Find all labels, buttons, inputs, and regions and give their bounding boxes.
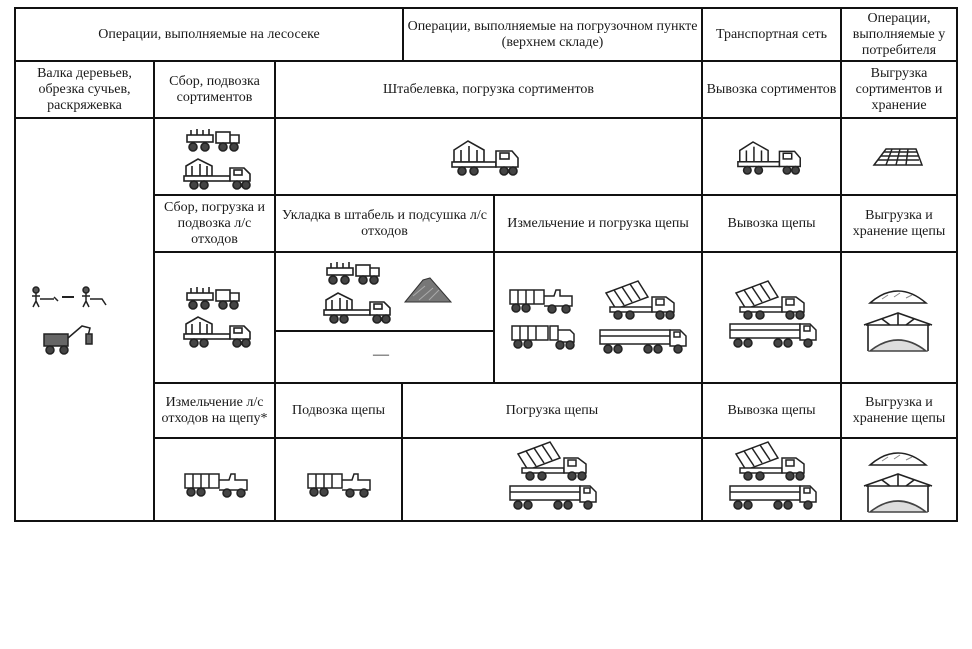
forwarder-icon xyxy=(324,260,382,286)
label-unload-chips: Выгрузка и хранение щепы xyxy=(842,196,956,251)
label-collect-residues: Сбор, погрузка и подвозка л/с отходов xyxy=(155,196,274,251)
label-collect-assortments: Сбор, подвозка сортиментов xyxy=(155,62,274,117)
harvester-icon xyxy=(28,285,108,309)
timber-truck-icon xyxy=(736,138,804,178)
label-haul-assortments: Вывозка сортиментов xyxy=(703,62,840,117)
timber-truck-icon xyxy=(182,156,254,192)
header-transport: Транспортная сеть xyxy=(703,9,840,60)
label-unload-chips-2: Выгрузка и хранение щепы xyxy=(842,384,956,437)
timber-truck-icon xyxy=(510,322,578,350)
storage-shed-icon xyxy=(862,472,934,514)
label-deliver-chips: Подвозка щепы xyxy=(276,384,401,437)
label-stack-residues: Укладка в штабель и подсушка л/с отходов xyxy=(276,196,493,251)
chip-trailer-truck-icon xyxy=(728,320,820,350)
residue-pile-icon xyxy=(403,276,453,304)
chip-pile-icon xyxy=(868,445,928,467)
harvester-machine-icon xyxy=(38,322,98,356)
label-load-chips: Погрузка щепы xyxy=(403,384,701,437)
label-chip-residues: Измельчение л/с отходов на щепу* xyxy=(155,384,274,437)
dump-truck-icon xyxy=(512,440,590,480)
label-unload-assortments: Выгрузка сортиментов и хранение xyxy=(842,62,956,117)
timber-truck-icon xyxy=(322,290,394,326)
empty-dash: — xyxy=(373,346,389,363)
forwarder-icon xyxy=(184,127,242,153)
label-haul-chips: Вывозка щепы xyxy=(703,196,840,251)
storage-shed-icon xyxy=(862,311,934,353)
dump-truck-icon xyxy=(600,279,678,319)
dump-truck-icon xyxy=(730,279,808,319)
chipper-icon xyxy=(306,470,374,498)
header-loading-point: Операции, выполняемые на погрузочном пункте (верхнем складе) xyxy=(404,9,701,60)
chip-pile-icon xyxy=(868,283,928,305)
forwarder-icon xyxy=(184,285,242,311)
label-chip-load: Измельчение и погрузка щепы xyxy=(495,196,701,251)
chip-trailer-truck-icon xyxy=(728,482,820,512)
header-consumer: Операции, выполняемые у потребителя xyxy=(842,9,956,60)
label-haul-chips-2: Вывозка щепы xyxy=(703,384,840,437)
chipper-icon xyxy=(183,470,251,498)
chipper-icon xyxy=(508,286,576,314)
chip-trailer-truck-icon xyxy=(598,326,690,356)
timber-truck-icon xyxy=(450,138,522,178)
label-stack-assortments: Штабелевка, погрузка сортиментов xyxy=(276,62,701,117)
log-pile-icon xyxy=(872,145,924,167)
header-forest-site: Операции, выполняемые на лесосеке xyxy=(16,9,402,60)
label-felling: Валка деревьев, обрезка сучьев, раскряжевка xyxy=(16,62,153,117)
chip-trailer-truck-icon xyxy=(508,482,600,512)
timber-truck-icon xyxy=(182,314,254,350)
dump-truck-icon xyxy=(730,440,808,480)
